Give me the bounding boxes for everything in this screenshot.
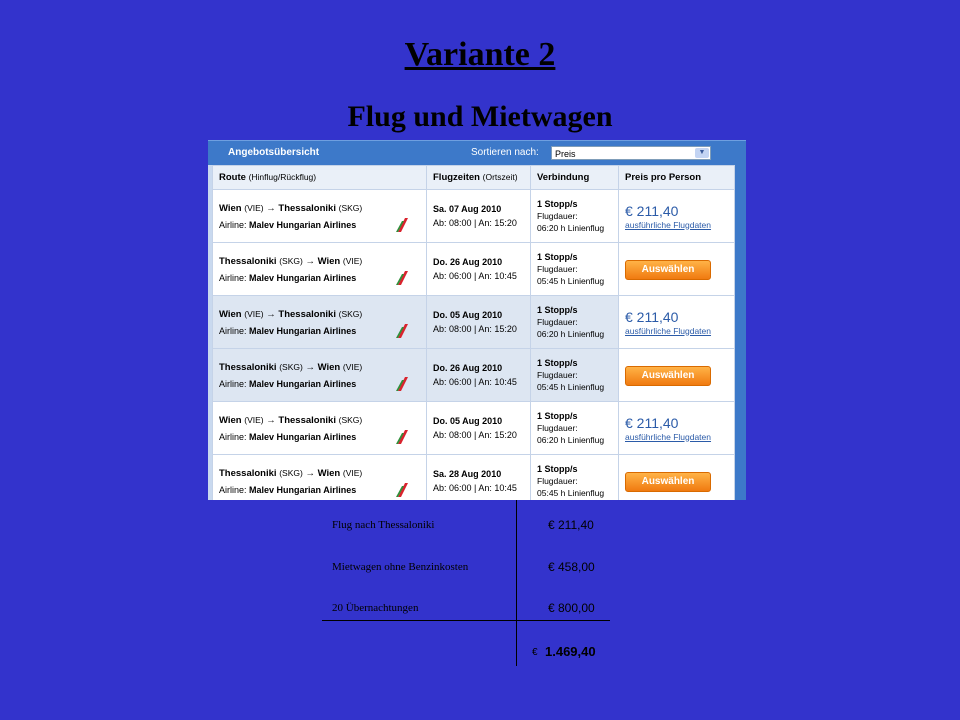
times-cell: Do. 05 Aug 2010 Ab: 08:00 | An: 15:20	[427, 296, 531, 349]
table-row	[213, 243, 735, 296]
column-header-route: Route (Hinflug/Rückflug)	[213, 166, 427, 190]
times-cell: Sa. 07 Aug 2010 Ab: 08:00 | An: 15:20	[427, 190, 531, 243]
summary-value-nights: € 800,00	[548, 601, 595, 615]
summary-label-car: Mietwagen ohne Benzinkosten	[332, 561, 469, 573]
sort-select-value: Preis	[555, 149, 576, 159]
malev-tail-logo	[396, 323, 408, 338]
flight-details-link[interactable]: ausführliche Flugdaten	[625, 325, 712, 336]
column-header-connection: Verbindung	[531, 166, 619, 190]
price-per-person: € 211,40	[625, 202, 679, 219]
times-cell: Do. 26 Aug 2010 Ab: 06:00 | An: 10:45	[427, 243, 531, 296]
malev-tail-logo	[396, 376, 408, 391]
summary-total-value: 1.469,40	[545, 644, 596, 659]
sort-label: Sortieren nach:	[471, 147, 539, 158]
slide-title: Variante 2	[404, 36, 556, 73]
flight-details-link[interactable]: ausführliche Flugdaten	[625, 219, 712, 230]
select-offer-button[interactable]: Auswählen	[625, 472, 711, 492]
route-cell: Thessaloniki (SKG) → Wien (VIE) Airline: Malev Hungarian Airlines	[213, 349, 427, 402]
summary-label-flight: Flug nach Thessaloniki	[332, 519, 435, 531]
column-header-price: Preis pro Person	[619, 166, 735, 190]
table-row	[213, 455, 735, 501]
select-offer-button[interactable]: Auswählen	[625, 366, 711, 386]
price-per-person: € 211,40	[625, 308, 679, 325]
summary-divider-vertical	[516, 500, 517, 666]
summary-divider-horizontal	[322, 620, 610, 621]
connection-cell: 1 Stopp/s Flugdauer: 06:20 h Linienflug	[531, 190, 619, 243]
table-row	[213, 349, 735, 402]
connection-cell: 1 Stopp/s Flugdauer: 05:45 h Linienflug	[531, 455, 619, 501]
connection-cell: 1 Stopp/s Flugdauer: 06:20 h Linienflug	[531, 402, 619, 455]
offer-panel-header	[208, 140, 746, 166]
chevron-down-icon[interactable]: ▼	[695, 148, 709, 158]
malev-tail-logo	[396, 482, 408, 497]
price-cell	[619, 455, 735, 501]
table-row	[213, 296, 735, 349]
route-cell: Wien (VIE) → Thessaloniki (SKG) Airline: Malev Hungarian Airlines	[213, 190, 427, 243]
connection-cell: 1 Stopp/s Flugdauer: 06:20 h Linienflug	[531, 296, 619, 349]
table-row	[213, 190, 735, 243]
sort-select[interactable]	[551, 146, 711, 160]
times-cell: Do. 05 Aug 2010 Ab: 08:00 | An: 15:20	[427, 402, 531, 455]
route-cell: Thessaloniki (SKG) → Wien (VIE) Airline: Malev Hungarian Airlines	[213, 455, 427, 501]
malev-tail-logo	[396, 270, 408, 285]
malev-tail-logo	[396, 429, 408, 444]
price-cell	[619, 243, 735, 296]
price-per-person: € 211,40	[625, 414, 679, 431]
route-cell: Thessaloniki (SKG) → Wien (VIE) Airline: Malev Hungarian Airlines	[213, 243, 427, 296]
summary-total-currency: €	[532, 647, 538, 658]
offers-table	[212, 165, 735, 500]
flight-details-link[interactable]: ausführliche Flugdaten	[625, 431, 712, 442]
connection-cell: 1 Stopp/s Flugdauer: 05:45 h Linienflug	[531, 349, 619, 402]
table-row	[213, 402, 735, 455]
price-cell	[619, 190, 735, 243]
summary-value-flight: € 211,40	[548, 518, 594, 532]
summary-label-nights: 20 Übernachtungen	[332, 602, 419, 614]
connection-cell: 1 Stopp/s Flugdauer: 05:45 h Linienflug	[531, 243, 619, 296]
flight-offers-screenshot	[208, 140, 746, 500]
offer-panel-title: Angebotsübersicht	[228, 147, 320, 158]
route-cell: Wien (VIE) → Thessaloniki (SKG) Airline: Malev Hungarian Airlines	[213, 296, 427, 349]
price-cell	[619, 349, 735, 402]
price-cell	[619, 402, 735, 455]
select-offer-button[interactable]: Auswählen	[625, 260, 711, 280]
table-header-row	[213, 166, 735, 190]
summary-value-car: € 458,00	[548, 560, 595, 574]
route-cell: Wien (VIE) → Thessaloniki (SKG) Airline: Malev Hungarian Airlines	[213, 402, 427, 455]
panel-right-bar	[734, 165, 746, 500]
column-header-times: Flugzeiten (Ortszeit)	[427, 166, 531, 190]
times-cell: Sa. 28 Aug 2010 Ab: 06:00 | An: 10:45	[427, 455, 531, 501]
slide-subtitle: Flug und Mietwagen	[347, 100, 613, 133]
price-cell	[619, 296, 735, 349]
times-cell: Do. 26 Aug 2010 Ab: 06:00 | An: 10:45	[427, 349, 531, 402]
malev-tail-logo	[396, 217, 408, 232]
